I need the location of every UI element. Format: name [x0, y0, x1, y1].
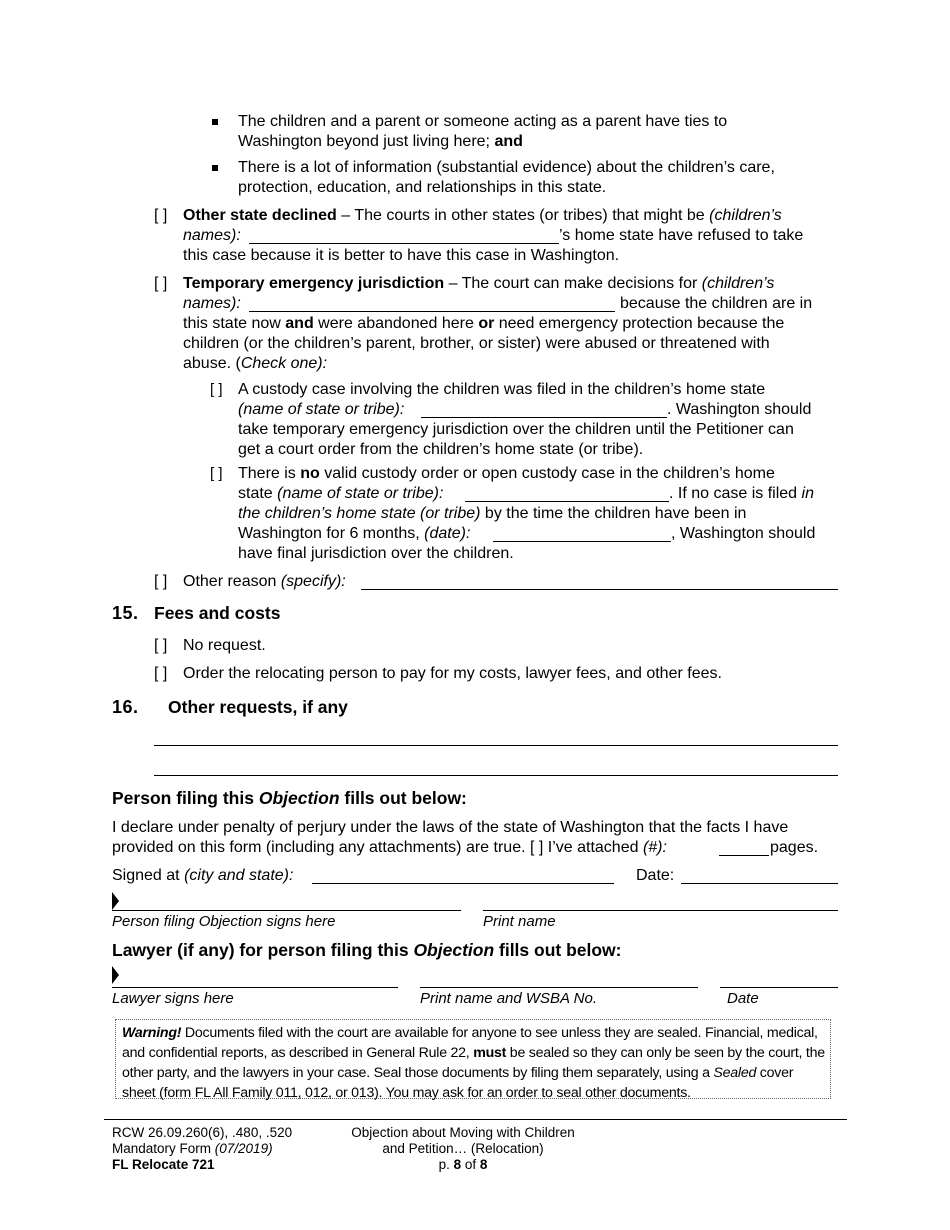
order-pay-checkbox[interactable]: [ ]	[154, 665, 168, 682]
city-state-field[interactable]	[312, 883, 614, 884]
section-16-number: 16.	[112, 697, 139, 717]
temp-line-2-label: names):	[183, 295, 241, 312]
footer-form-number: FL Relocate 721	[112, 1157, 215, 1172]
no-request-checkbox[interactable]: [ ]	[154, 637, 168, 654]
bullet-1-line-2: Washington beyond just living here; and	[238, 133, 523, 150]
temp-line-1: Temporary emergency jurisdiction – The court can make decisions for (children’s	[183, 275, 775, 292]
pages-label: pages.	[770, 839, 819, 856]
attached-pages-field[interactable]	[719, 855, 769, 856]
bullet-marker	[212, 165, 218, 171]
signer-heading: Person filing this Objection fills out below:	[112, 788, 467, 808]
footer-mandatory-form: Mandatory Form (07/2019)	[112, 1141, 273, 1156]
sub1-checkbox[interactable]: [ ]	[210, 381, 223, 398]
bullet-1-line-1: The children and a parent or someone acting as a parent have ties to	[238, 113, 728, 130]
footer-title-2: and Petition… (Relocation)	[382, 1141, 544, 1156]
other-reason-checkbox[interactable]: [ ]	[154, 573, 168, 590]
sub2-line-3: the children’s home state (or tribe) by the time the children have been in	[238, 505, 747, 522]
lawyer-date-field[interactable]	[720, 987, 838, 988]
warning-notice: Warning! Documents filed with the court are available for anyone to see unless they are sealed. Financial, medical, and confidential reports, as described in General Rule 22, must be sealed so they can only be seen by the court, the other party, and the lawyers in your case. Seal those documents by filing them separately, using a Sealed cover sheet (form FL All Family 011, 012, or 013). You may ask for an order to seal other documents.	[115, 1019, 831, 1099]
bullet-2-line-1: There is a lot of information (substantial evidence) about the children’s care,	[238, 159, 775, 176]
temp-line-5: abuse. (Check one):	[183, 355, 328, 372]
lawyer-print-name-field[interactable]	[420, 987, 698, 988]
order-pay-label: Order the relocating person to pay for my costs, lawyer fees, and other fees.	[183, 665, 722, 682]
bullet-2-line-2: protection, education, and relationships in this state.	[238, 179, 607, 196]
print-name-label: Print name	[483, 913, 556, 930]
date-field[interactable]	[681, 883, 838, 884]
children-names-field[interactable]	[249, 243, 559, 244]
sub2-state-field[interactable]	[465, 501, 669, 502]
sub1-line-2-label: (name of state or tribe):	[238, 401, 405, 418]
temp-jurisdiction-checkbox[interactable]: [ ]	[154, 275, 168, 292]
other-reason-label: Other reason (specify):	[183, 573, 346, 590]
sub2-line-2-rest: . If no case is filed in	[669, 485, 814, 502]
other-requests-line-1[interactable]	[154, 745, 838, 746]
temp-line-4: children (or the children’s parent, brother, or sister) were abused or threatened with	[183, 335, 770, 352]
temp-line-2-rest: because the children are in	[620, 295, 813, 312]
footer-page-number: p. 8 of 8	[438, 1157, 488, 1172]
declaration-line-2: provided on this form (including any attachments) are true. [ ] I’ve attached (#):	[112, 839, 667, 856]
signature-field[interactable]	[112, 910, 461, 911]
temp-line-3: this state now and were abandoned here or need emergency protection because the	[183, 315, 785, 332]
other-state-checkbox[interactable]: [ ]	[154, 207, 168, 224]
date-label: Date:	[636, 867, 675, 884]
lawyer-sign-arrow-icon	[112, 966, 119, 984]
sub1-line-2-rest: . Washington should	[667, 401, 812, 418]
sub1-line-1: A custody case involving the children was filed in the children’s home state	[238, 381, 766, 398]
sub2-line-4-label: Washington for 6 months, (date):	[238, 525, 471, 542]
signed-at-label: Signed at (city and state):	[112, 867, 294, 884]
other-state-line-2-rest: ’s home state have refused to take	[559, 227, 804, 244]
other-reason-field[interactable]	[361, 589, 838, 590]
print-name-field[interactable]	[483, 910, 838, 911]
bullet-marker	[212, 119, 218, 125]
lawyer-date-label: Date	[727, 990, 759, 1007]
sub1-line-4: get a court order from the children’s home state (or tribe).	[238, 441, 644, 458]
other-requests-line-2[interactable]	[154, 775, 838, 776]
sub2-line-1: There is no valid custody order or open custody case in the children’s home	[238, 465, 775, 482]
other-state-line-1: Other state declined – The courts in other states (or tribes) that might be (children’s	[183, 207, 782, 224]
no-request-label: No request.	[183, 637, 266, 654]
sub2-date-field[interactable]	[493, 541, 671, 542]
footer-rcw: RCW 26.09.260(6), .480, .520	[112, 1125, 293, 1140]
sub2-line-4-rest: , Washington should	[671, 525, 816, 542]
temp-children-names-field[interactable]	[249, 311, 615, 312]
footer-title-1: Objection about Moving with Children	[351, 1125, 575, 1140]
lawyer-heading: Lawyer (if any) for person filing this Objection fills out below:	[112, 940, 622, 960]
declaration-line-1: I declare under penalty of perjury under the laws of the state of Washington that the facts I have	[112, 819, 789, 836]
sub1-state-field[interactable]	[421, 417, 667, 418]
lawyer-signature-field[interactable]	[112, 987, 398, 988]
signature-label: Person filing Objection signs here	[112, 913, 336, 930]
sub2-line-2-label: state (name of state or tribe):	[238, 485, 444, 502]
sign-here-arrow-icon	[112, 892, 119, 910]
sub1-line-3: take temporary emergency jurisdiction over the children until the Petitioner can	[238, 421, 794, 438]
other-state-line-3: this case because it is better to have this case in Washington.	[183, 247, 620, 264]
sub2-checkbox[interactable]: [ ]	[210, 465, 223, 482]
section-15-number: 15.	[112, 603, 139, 623]
section-16-title: Other requests, if any	[168, 697, 348, 717]
sub2-line-5: have final jurisdiction over the children.	[238, 545, 514, 562]
lawyer-signature-label: Lawyer signs here	[112, 990, 234, 1007]
section-15-title: Fees and costs	[154, 603, 281, 623]
footer-divider	[104, 1119, 847, 1120]
lawyer-print-name-label: Print name and WSBA No.	[420, 990, 598, 1007]
other-state-line-2-label: names):	[183, 227, 241, 244]
